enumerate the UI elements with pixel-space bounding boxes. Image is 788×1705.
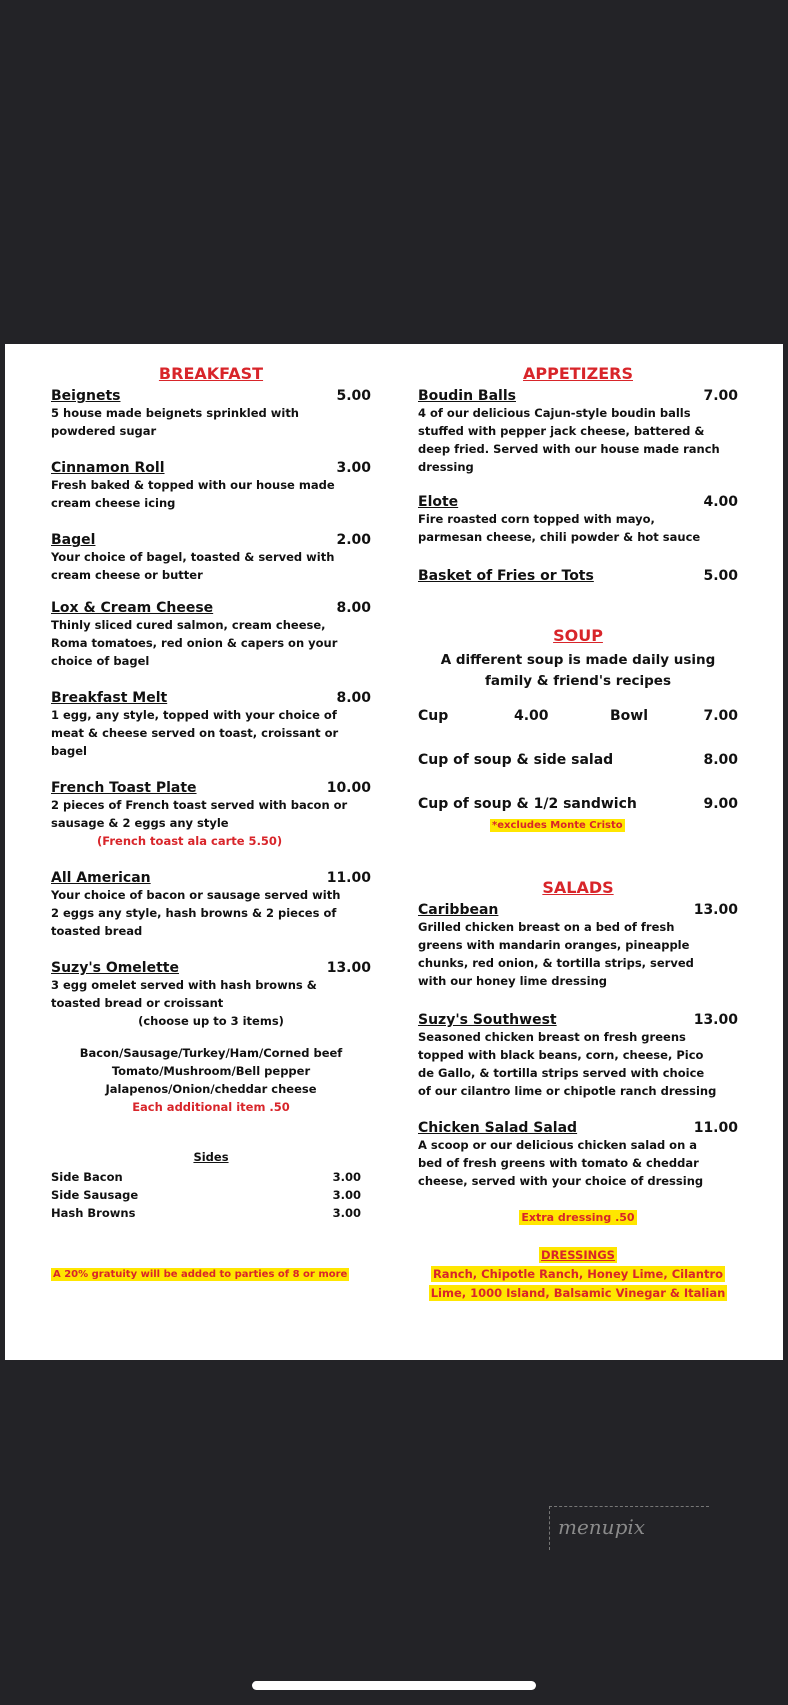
item-name: Lox & Cream Cheese — [51, 600, 214, 616]
bowl-label: Bowl — [610, 708, 649, 724]
breakfast-heading: BREAKFAST — [158, 364, 264, 383]
item-desc: de Gallo, & tortilla strips served with choice — [418, 1066, 705, 1080]
item-desc: choice of bagel — [51, 654, 150, 668]
menu-item-caribbean — [418, 902, 738, 990]
item-desc: topped with black beans, corn, cheese, Pico — [418, 1048, 704, 1062]
item-desc: greens with mandarin oranges, pineapple — [418, 938, 690, 952]
item-name: Basket of Fries or Tots — [418, 568, 594, 584]
menu-item-french-toast — [51, 780, 371, 850]
item-desc: sausage & 2 eggs any style — [51, 816, 229, 830]
additional-item-note: Each additional item .50 — [132, 1100, 290, 1114]
soup-intro-line: A different soup is made daily using — [440, 652, 716, 668]
item-desc: parmesan cheese, chili powder & hot sauce — [418, 530, 701, 544]
cup-price: 4.00 — [514, 708, 549, 724]
menu-item-breakfast-melt — [51, 690, 371, 760]
item-desc: meat & cheese served on toast, croissant or — [51, 726, 339, 740]
item-price: 7.00 — [703, 388, 738, 404]
item-desc: toasted bread — [51, 924, 143, 938]
dressings-line: Lime, 1000 Island, Balsamic Vinegar & Italian — [430, 1286, 726, 1300]
side-price: 3.00 — [332, 1206, 361, 1220]
side-name: Side Bacon — [51, 1170, 123, 1184]
dressings-line: Ranch, Chipotle Ranch, Honey Lime, Cilantro — [432, 1267, 724, 1281]
menu-item-fries — [418, 568, 738, 584]
home-indicator[interactable] — [252, 1681, 536, 1690]
salads-heading: SALADS — [542, 878, 614, 897]
item-desc: Thinly sliced cured salmon, cream cheese, — [51, 618, 326, 632]
combo-label: Cup of soup & 1/2 sandwich — [418, 796, 637, 812]
item-price: 2.00 — [336, 532, 371, 548]
item-price: 11.00 — [693, 1120, 738, 1136]
side-name: Side Sausage — [51, 1188, 139, 1202]
gratuity-note — [51, 1262, 349, 1281]
item-name: Caribbean — [418, 902, 499, 918]
item-desc: Your choice of bagel, toasted & served with — [51, 550, 335, 564]
soup-combo-salad — [418, 752, 738, 768]
menu-item-boudin-balls — [418, 388, 738, 476]
item-price: 8.00 — [336, 600, 371, 616]
soup-heading: SOUP — [553, 626, 603, 645]
side-name: Hash Browns — [51, 1206, 136, 1220]
item-name: Chicken Salad Salad — [418, 1120, 578, 1136]
item-desc: cream cheese or butter — [51, 568, 203, 582]
item-name: Suzy's Southwest — [418, 1012, 557, 1028]
item-price: 8.00 — [336, 690, 371, 706]
item-desc: 2 pieces of French toast served with bacon or — [51, 798, 348, 812]
item-desc: of our cilantro lime or chipotle ranch dressing — [418, 1084, 717, 1098]
item-desc: Your choice of bacon or sausage served with — [51, 888, 341, 902]
item-desc: Fire roasted corn topped with mayo, — [418, 512, 655, 526]
combo-label: Cup of soup & side salad — [418, 752, 614, 768]
watermark-logo: menupix — [549, 1506, 709, 1550]
item-price: 5.00 — [703, 568, 738, 584]
item-desc: Fresh baked & topped with our house made — [51, 478, 335, 492]
item-desc: Seasoned chicken breast on fresh greens — [418, 1030, 686, 1044]
menu-item-lox — [51, 600, 371, 670]
item-desc: A scoop or our delicious chicken salad on a — [418, 1138, 698, 1152]
item-desc: 1 egg, any style, topped with your choice of — [51, 708, 337, 722]
soup-combo-sandwich — [418, 796, 738, 832]
item-desc: stuffed with pepper jack cheese, battered & — [418, 424, 705, 438]
item-name: Cinnamon Roll — [51, 460, 165, 476]
item-name: Breakfast Melt — [51, 690, 168, 706]
item-desc: powdered sugar — [51, 424, 157, 438]
menu-item-chicken-salad — [418, 1120, 738, 1190]
item-price: 10.00 — [326, 780, 371, 796]
side-price: 3.00 — [332, 1188, 361, 1202]
option-line: Tomato/Mushroom/Bell pepper — [111, 1064, 311, 1078]
item-price: 11.00 — [326, 870, 371, 886]
item-desc: cream cheese icing — [51, 496, 176, 510]
item-desc: Roma tomatoes, red onion & capers on your — [51, 636, 338, 650]
menu-item-omelette — [51, 960, 371, 1030]
extra-dressing — [418, 1206, 738, 1225]
item-desc: bed of fresh greens with tomato & cheddar — [418, 1156, 699, 1170]
item-name: French Toast Plate — [51, 780, 197, 796]
sides-section — [51, 1148, 371, 1222]
menu-item-southwest — [418, 1012, 738, 1100]
choose-note: (choose up to 3 items) — [138, 1014, 284, 1028]
menu-item-cinnamon-roll — [51, 460, 371, 512]
item-price: 13.00 — [326, 960, 371, 976]
item-name: All American — [51, 870, 151, 886]
item-price: 13.00 — [693, 1012, 738, 1028]
item-desc: chunks, red onion, & tortilla strips, served — [418, 956, 694, 970]
item-desc: bagel — [51, 744, 87, 758]
item-desc: 2 eggs any style, hash browns & 2 pieces of — [51, 906, 337, 920]
cup-label: Cup — [418, 708, 449, 724]
item-desc: 4 of our delicious Cajun-style boudin balls — [418, 406, 691, 420]
extra-dressing-text: Extra dressing .50 — [521, 1211, 635, 1224]
item-desc: toasted bread or croissant — [51, 996, 224, 1010]
item-desc: cheese, served with your choice of dressing — [418, 1174, 704, 1188]
soup-sizes — [418, 708, 738, 724]
menu-item-bagel — [51, 532, 371, 584]
item-price: 13.00 — [693, 902, 738, 918]
item-price: 5.00 — [336, 388, 371, 404]
item-desc: deep fried. Served with our house made ranch — [418, 442, 720, 456]
item-desc: 5 house made beignets sprinkled with — [51, 406, 299, 420]
item-name: Beignets — [51, 388, 121, 404]
combo-price: 8.00 — [703, 752, 738, 768]
option-line: Bacon/Sausage/Turkey/Ham/Corned beef — [79, 1046, 343, 1060]
dressings-section — [418, 1244, 738, 1301]
combo-note: *excludes Monte Cristo — [492, 820, 623, 831]
combo-price: 9.00 — [703, 796, 738, 812]
item-desc: Grilled chicken breast on a bed of fresh — [418, 920, 675, 934]
soup-intro-line: family & friend's recipes — [484, 673, 672, 689]
menu-item-beignets — [51, 388, 371, 440]
item-name: Bagel — [51, 532, 96, 548]
sides-heading: Sides — [193, 1150, 229, 1164]
appetizers-heading: APPETIZERS — [522, 364, 633, 383]
bowl-price: 7.00 — [703, 708, 738, 724]
option-line: Jalapenos/Onion/cheddar cheese — [105, 1082, 317, 1096]
item-desc: dressing — [418, 460, 474, 474]
item-name: Boudin Balls — [418, 388, 516, 404]
french-toast-note: (French toast ala carte 5.50) — [97, 834, 283, 848]
dressings-heading: DRESSINGS — [541, 1248, 615, 1262]
gratuity-text: A 20% gratuity will be added to parties of 8 or more — [53, 1269, 348, 1280]
menu-item-elote — [418, 494, 738, 546]
item-desc: 3 egg omelet served with hash browns & — [51, 978, 317, 992]
menu-item-all-american — [51, 870, 371, 940]
soup-intro — [418, 650, 738, 692]
item-name: Suzy's Omelette — [51, 960, 179, 976]
omelette-options — [51, 1044, 371, 1116]
menu-page — [5, 344, 783, 1360]
side-price: 3.00 — [332, 1170, 361, 1184]
item-price: 4.00 — [703, 494, 738, 510]
item-desc: with our honey lime dressing — [418, 974, 608, 988]
item-name: Elote — [418, 494, 459, 510]
item-price: 3.00 — [336, 460, 371, 476]
